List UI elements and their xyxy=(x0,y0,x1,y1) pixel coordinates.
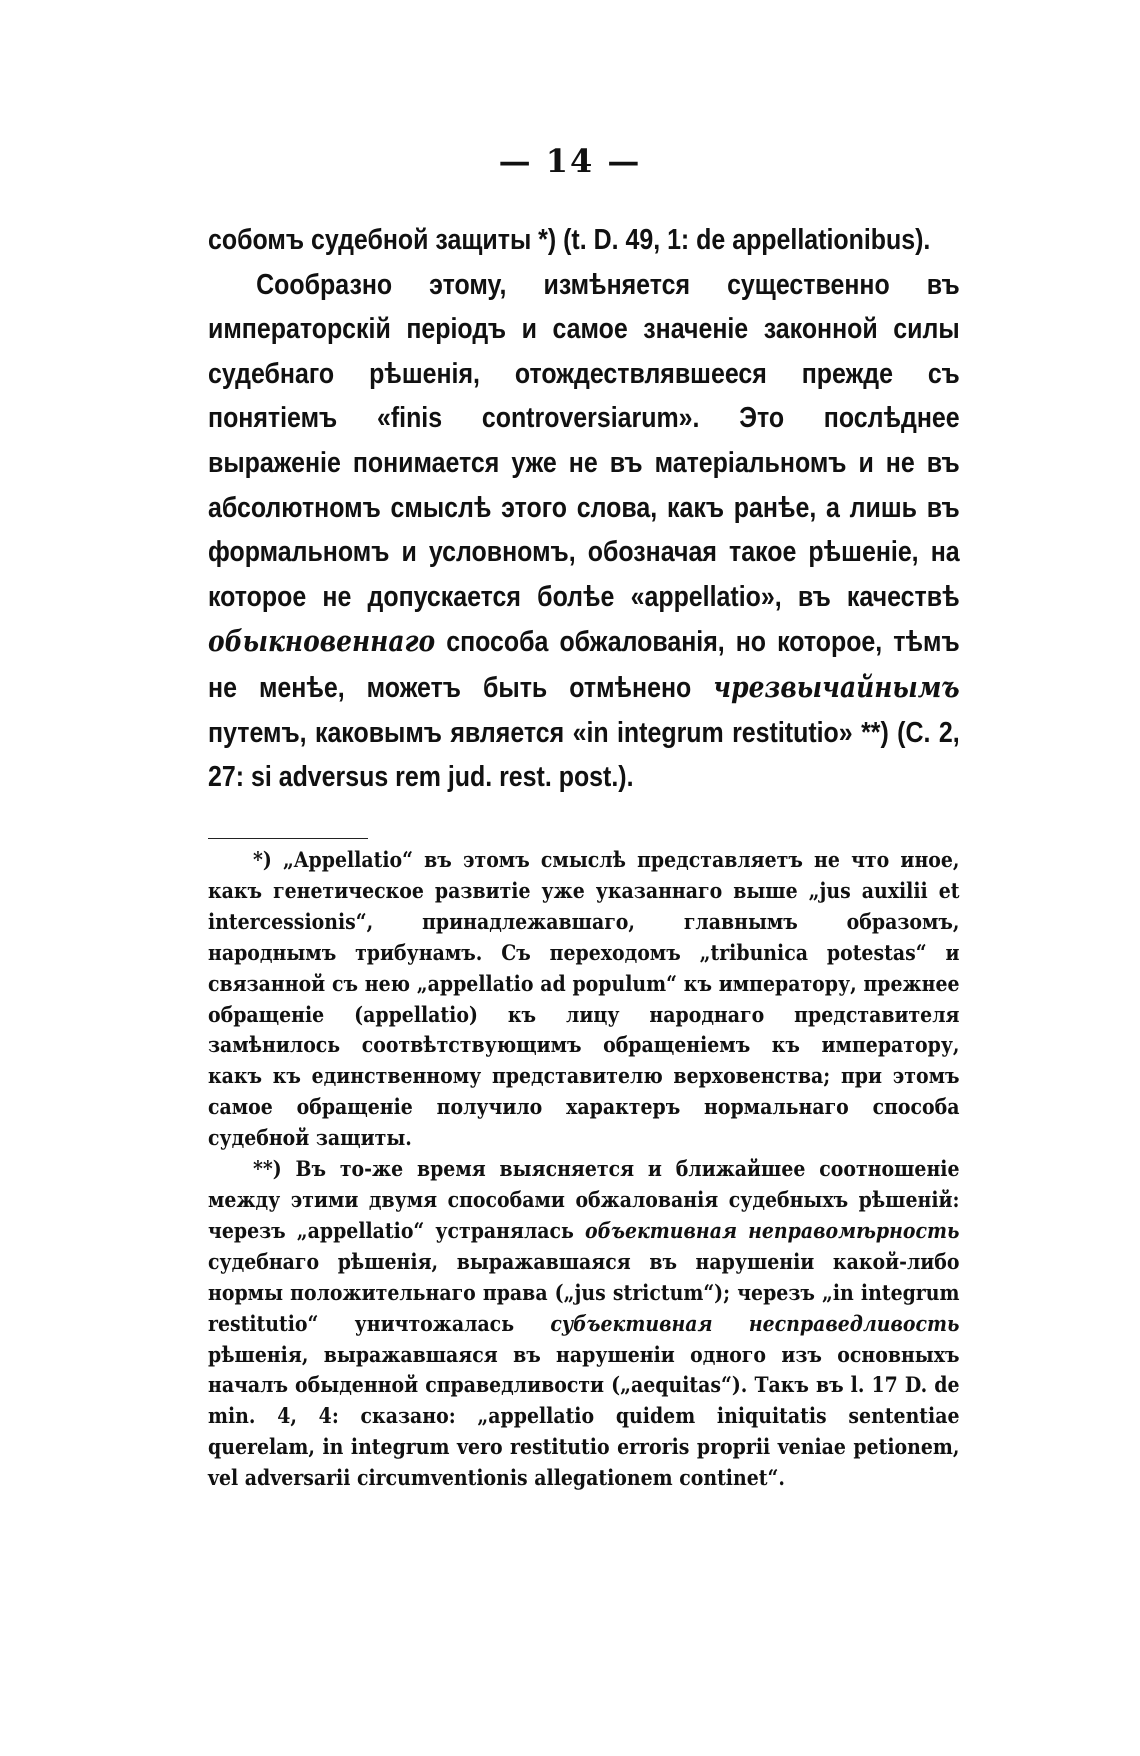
paragraph-main-text-c: путемъ, каковымъ является «in integrum restitutio» **) (C. 2, 27: si adversus rem jud. rest. post.). xyxy=(208,716,960,794)
footnote-2 xyxy=(208,1154,960,1494)
italic-term-objective: объективная неправомѣрность xyxy=(584,1217,960,1243)
main-text xyxy=(208,218,960,800)
footnote-1: *) „Appellatio“ въ этомъ смыслѣ представляетъ не что иное, какъ генетическое развитіе уже указаннаго выше „jus auxilii et intercessionis“, принадлежавшаго, главнымъ образомъ, народнымъ трибунамъ. Съ переходомъ „tribunica potestas“ и связанной съ нею „appellatio ad populum“ къ императору, прежнее обращеніе (appellatio) къ лицу народнаго представителя замѣнилось соотвѣтствующимъ обращеніемъ къ императору, какъ къ единственному представителю верховенства; при этомъ самое обращеніе получило характеръ нормальнаго способа судебной защиты. xyxy=(208,847,960,1151)
paragraph-main-text-b: способа обжалованія, но которое, тѣмъ не менѣе, можетъ быть отмѣнено xyxy=(208,626,960,704)
paragraph-continuation: собомъ судебной защиты *) (t. D. 49, 1: de appellationibus). xyxy=(208,224,931,256)
footnotes xyxy=(208,845,960,1494)
paragraph-main-text-a: Сообразно этому, измѣняется существенно въ императорскій періодъ и самое значеніе законной силы судебнаго рѣшенія, отождествлявшееся прежде съ понятіемъ «finis controversiarum». Это послѣднее выраженіе понимается уже не въ матеріальномъ и не въ абсолютномъ смыслѣ этого слова, какъ ранѣе, а лишь въ формальномъ и условномъ, обозначая такое рѣшеніе, на которое не допускается болѣе «appellatio», въ качествѣ xyxy=(208,268,960,613)
italic-term-ordinary: обыкновеннаго xyxy=(208,624,436,659)
footnote-separator xyxy=(208,838,368,839)
paragraph-main xyxy=(208,263,960,800)
page-number: — 14 — xyxy=(498,142,642,180)
italic-term-subjective: субъективная несправедливость xyxy=(550,1310,960,1336)
italic-term-extraordinary: чрезвычайнымъ xyxy=(713,669,960,704)
footnote-2-text-b: судебнаго рѣшенія, выражавшаяся въ нарушеніи какой-либо нормы положительнаго права („jus strictum“); черезъ „in integrum restitutio“ уничтожалась xyxy=(208,1248,960,1336)
footnote-2-text-c: рѣшенія, выражавшаяся въ нарушеніи одного изъ основныхъ началъ обыденной справедливости („aequitas“). Такъ въ l. 17 D. de min. 4, 4: сказано: „appellatio quidem iniquitatis sententiae querelam, in integrum vero restitutio erroris proprii veniae petionem, vel adversarii circumventionis allegationem continet“. xyxy=(208,1341,960,1491)
footnote-2-text-a: **) Въ то-же время выясняется и ближайшее соотношеніе между этими двумя способами обжалованія судебныхъ рѣшеній: черезъ „appellatio“ устранялась xyxy=(208,1156,960,1243)
